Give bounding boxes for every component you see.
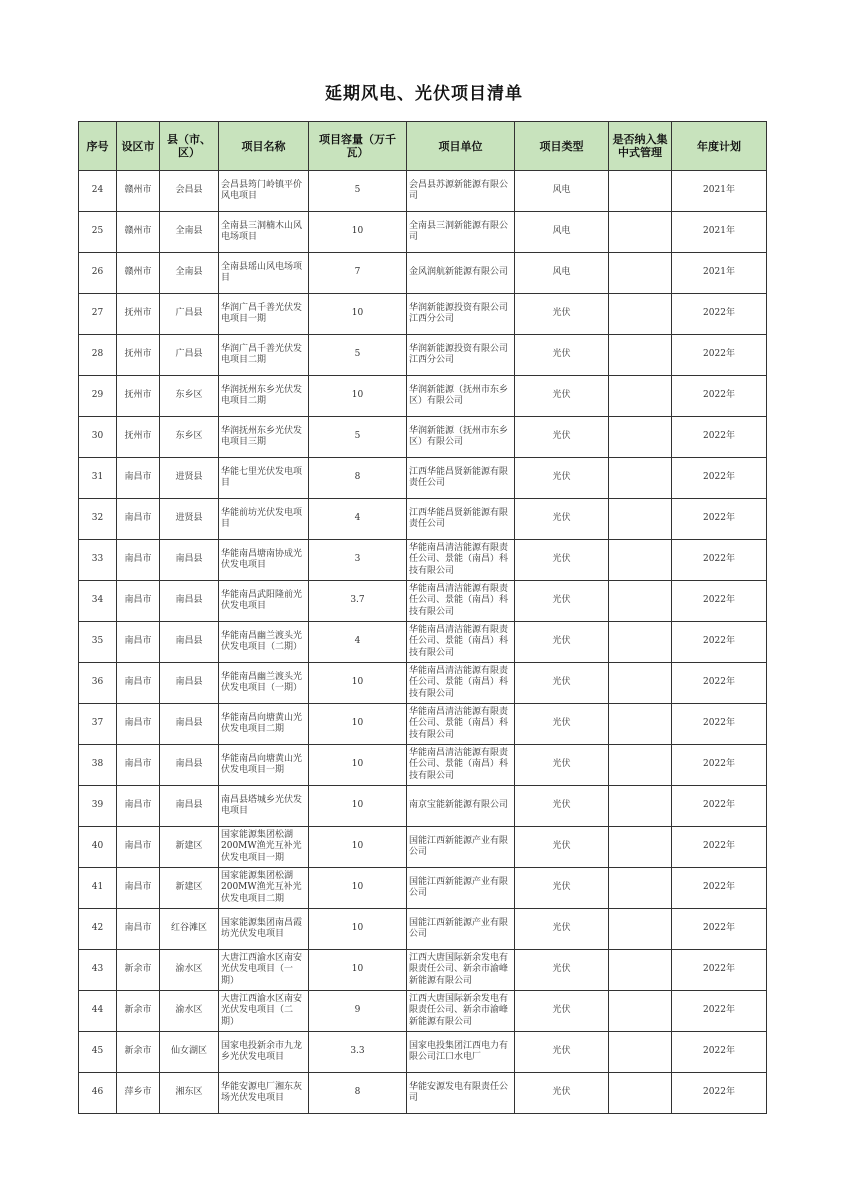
cell-type: 风电 [515,253,609,294]
header-county: 县（市、区） [160,122,219,171]
cell-capacity: 4 [309,499,407,540]
cell-city: 新余市 [117,991,160,1032]
table-row [79,991,767,1032]
cell-capacity: 8 [309,458,407,499]
cell-year-plan: 2021年 [672,253,767,294]
cell-index: 45 [79,1032,117,1073]
cell-capacity: 5 [309,171,407,212]
cell-project-name: 华能南昌向塘黄山光伏发电项目一期 [219,745,309,786]
cell-county: 仙女湖区 [160,1032,219,1073]
cell-type: 光伏 [515,663,609,704]
cell-index: 36 [79,663,117,704]
cell-county: 红谷滩区 [160,909,219,950]
header-project-name: 项目名称 [219,122,309,171]
cell-city: 南昌市 [117,745,160,786]
table-row [79,745,767,786]
cell-capacity: 9 [309,991,407,1032]
cell-year-plan: 2022年 [672,1032,767,1073]
cell-company: 会昌县苏源新能源有限公司 [407,171,515,212]
cell-company: 华润新能源（抚州市东乡区）有限公司 [407,376,515,417]
cell-city: 赣州市 [117,212,160,253]
cell-project-name: 大唐江西渝水区南安光伏发电项目（二期） [219,991,309,1032]
cell-centralized [609,540,672,581]
cell-project-name: 全南县三洞楠木山风电场项目 [219,212,309,253]
cell-index: 37 [79,704,117,745]
cell-project-name: 华能七里光伏发电项目 [219,458,309,499]
table-row [79,663,767,704]
cell-capacity: 10 [309,704,407,745]
cell-centralized [609,991,672,1032]
cell-year-plan: 2022年 [672,294,767,335]
cell-city: 南昌市 [117,663,160,704]
cell-project-name: 华润抚州东乡光伏发电项目二期 [219,376,309,417]
cell-centralized [609,417,672,458]
table-row [79,458,767,499]
cell-county: 南昌县 [160,663,219,704]
cell-county: 南昌县 [160,581,219,622]
cell-type: 光伏 [515,827,609,868]
cell-year-plan: 2022年 [672,827,767,868]
cell-type: 光伏 [515,335,609,376]
cell-company: 江西大唐国际新余发电有限责任公司、新余市渝峰新能源有限公司 [407,950,515,991]
cell-county: 湘东区 [160,1073,219,1114]
cell-company: 南京宝能新能源有限公司 [407,786,515,827]
cell-type: 光伏 [515,868,609,909]
cell-capacity: 10 [309,376,407,417]
cell-centralized [609,622,672,663]
cell-index: 25 [79,212,117,253]
cell-year-plan: 2021年 [672,212,767,253]
table-row [79,171,767,212]
cell-city: 抚州市 [117,376,160,417]
cell-project-name: 华能南昌向塘黄山光伏发电项目二期 [219,704,309,745]
cell-city: 南昌市 [117,868,160,909]
cell-capacity: 10 [309,909,407,950]
cell-year-plan: 2022年 [672,786,767,827]
table-row [79,499,767,540]
cell-type: 光伏 [515,458,609,499]
cell-capacity: 10 [309,745,407,786]
cell-company: 江西大唐国际新余发电有限责任公司、新余市渝峰新能源有限公司 [407,991,515,1032]
header-centralized: 是否纳入集中式管理 [609,122,672,171]
cell-index: 42 [79,909,117,950]
cell-type: 光伏 [515,581,609,622]
cell-capacity: 5 [309,417,407,458]
table-header-row [79,122,767,171]
cell-project-name: 华润广昌千善光伏发电项目二期 [219,335,309,376]
cell-index: 46 [79,1073,117,1114]
cell-county: 南昌县 [160,786,219,827]
cell-centralized [609,171,672,212]
cell-year-plan: 2022年 [672,376,767,417]
cell-company: 国能江西新能源产业有限公司 [407,868,515,909]
cell-capacity: 3 [309,540,407,581]
cell-county: 全南县 [160,212,219,253]
cell-company: 华能南昌清洁能源有限责任公司、景能（南昌）科技有限公司 [407,663,515,704]
page-title: 延期风电、光伏项目清单 [325,84,523,104]
cell-project-name: 大唐江西渝水区南安光伏发电项目（一期） [219,950,309,991]
table-row [79,212,767,253]
cell-county: 渝水区 [160,950,219,991]
table-row [79,868,767,909]
cell-county: 新建区 [160,827,219,868]
cell-county: 进贤县 [160,499,219,540]
cell-index: 29 [79,376,117,417]
table-row [79,1032,767,1073]
cell-company: 华润新能源（抚州市东乡区）有限公司 [407,417,515,458]
cell-index: 30 [79,417,117,458]
cell-centralized [609,499,672,540]
cell-project-name: 华润抚州东乡光伏发电项目三期 [219,417,309,458]
cell-county: 渝水区 [160,991,219,1032]
cell-city: 南昌市 [117,540,160,581]
cell-year-plan: 2022年 [672,1073,767,1114]
cell-year-plan: 2022年 [672,950,767,991]
cell-capacity: 10 [309,827,407,868]
cell-capacity: 7 [309,253,407,294]
cell-project-name: 南昌县塔城乡光伏发电项目 [219,786,309,827]
cell-capacity: 3.7 [309,581,407,622]
cell-type: 光伏 [515,499,609,540]
cell-type: 光伏 [515,950,609,991]
cell-year-plan: 2022年 [672,704,767,745]
cell-centralized [609,868,672,909]
cell-company: 金风润航新能源有限公司 [407,253,515,294]
table-row [79,294,767,335]
cell-type: 光伏 [515,1073,609,1114]
cell-capacity: 3.3 [309,1032,407,1073]
cell-year-plan: 2022年 [672,540,767,581]
header-index: 序号 [79,122,117,171]
cell-type: 光伏 [515,991,609,1032]
cell-company: 国能江西新能源产业有限公司 [407,909,515,950]
cell-type: 光伏 [515,745,609,786]
cell-project-name: 国家能源集团松湖200MW渔光互补光伏发电项目二期 [219,868,309,909]
table-row [79,376,767,417]
cell-centralized [609,663,672,704]
cell-type: 光伏 [515,540,609,581]
cell-county: 南昌县 [160,704,219,745]
cell-company: 国家电投集团江西电力有限公司江口水电厂 [407,1032,515,1073]
cell-year-plan: 2022年 [672,622,767,663]
cell-year-plan: 2022年 [672,581,767,622]
table-row [79,622,767,663]
table-row [79,581,767,622]
cell-type: 风电 [515,171,609,212]
cell-type: 光伏 [515,909,609,950]
cell-centralized [609,704,672,745]
cell-city: 新余市 [117,1032,160,1073]
cell-centralized [609,253,672,294]
cell-company: 华润新能源投资有限公司江西分公司 [407,294,515,335]
cell-type: 光伏 [515,786,609,827]
cell-county: 会昌县 [160,171,219,212]
cell-centralized [609,294,672,335]
cell-year-plan: 2021年 [672,171,767,212]
cell-city: 抚州市 [117,294,160,335]
cell-project-name: 国家电投新余市九龙乡光伏发电项目 [219,1032,309,1073]
cell-centralized [609,786,672,827]
cell-year-plan: 2022年 [672,991,767,1032]
cell-index: 35 [79,622,117,663]
cell-project-name: 华能南昌幽兰渡头光伏发电项目（二期） [219,622,309,663]
cell-company: 江西华能昌贤新能源有限责任公司 [407,458,515,499]
cell-type: 光伏 [515,622,609,663]
cell-project-name: 华能前坊光伏发电项目 [219,499,309,540]
project-table [78,121,767,1114]
cell-capacity: 10 [309,212,407,253]
cell-type: 风电 [515,212,609,253]
cell-index: 26 [79,253,117,294]
cell-capacity: 10 [309,663,407,704]
cell-index: 28 [79,335,117,376]
cell-city: 赣州市 [117,171,160,212]
table-row [79,950,767,991]
cell-company: 全南县三洞新能源有限公司 [407,212,515,253]
cell-type: 光伏 [515,417,609,458]
table-row [79,417,767,458]
cell-centralized [609,950,672,991]
cell-year-plan: 2022年 [672,909,767,950]
cell-index: 32 [79,499,117,540]
cell-project-name: 国家能源集团南昌霞坊光伏发电项目 [219,909,309,950]
header-company: 项目单位 [407,122,515,171]
cell-city: 赣州市 [117,253,160,294]
cell-capacity: 10 [309,786,407,827]
cell-company: 华能南昌清洁能源有限责任公司、景能（南昌）科技有限公司 [407,540,515,581]
cell-city: 萍乡市 [117,1073,160,1114]
cell-city: 抚州市 [117,417,160,458]
cell-capacity: 4 [309,622,407,663]
table-row [79,540,767,581]
cell-company: 华能安源发电有限责任公司 [407,1073,515,1114]
cell-city: 南昌市 [117,786,160,827]
table-row [79,335,767,376]
cell-capacity: 10 [309,868,407,909]
cell-project-name: 华能安源电厂湘东灰场光伏发电项目 [219,1073,309,1114]
cell-index: 31 [79,458,117,499]
cell-county: 进贤县 [160,458,219,499]
cell-centralized [609,909,672,950]
cell-capacity: 5 [309,335,407,376]
cell-index: 33 [79,540,117,581]
table-row [79,1073,767,1114]
cell-type: 光伏 [515,704,609,745]
cell-project-name: 国家能源集团松湖200MW渔光互补光伏发电项目一期 [219,827,309,868]
cell-type: 光伏 [515,294,609,335]
cell-city: 南昌市 [117,827,160,868]
cell-index: 34 [79,581,117,622]
cell-type: 光伏 [515,376,609,417]
cell-index: 41 [79,868,117,909]
cell-company: 华能南昌清洁能源有限责任公司、景能（南昌）科技有限公司 [407,622,515,663]
cell-centralized [609,581,672,622]
cell-county: 东乡区 [160,376,219,417]
cell-county: 南昌县 [160,745,219,786]
cell-county: 广昌县 [160,335,219,376]
cell-index: 43 [79,950,117,991]
cell-index: 44 [79,991,117,1032]
cell-county: 东乡区 [160,417,219,458]
cell-year-plan: 2022年 [672,417,767,458]
cell-centralized [609,458,672,499]
cell-company: 国能江西新能源产业有限公司 [407,827,515,868]
cell-company: 华润新能源投资有限公司江西分公司 [407,335,515,376]
cell-year-plan: 2022年 [672,499,767,540]
cell-capacity: 10 [309,294,407,335]
cell-year-plan: 2022年 [672,663,767,704]
table-row [79,827,767,868]
cell-index: 38 [79,745,117,786]
table-row [79,786,767,827]
cell-centralized [609,1032,672,1073]
cell-year-plan: 2022年 [672,868,767,909]
cell-centralized [609,335,672,376]
cell-company: 华能南昌清洁能源有限责任公司、景能（南昌）科技有限公司 [407,745,515,786]
cell-city: 南昌市 [117,909,160,950]
cell-centralized [609,212,672,253]
cell-city: 南昌市 [117,581,160,622]
cell-county: 南昌县 [160,540,219,581]
cell-company: 华能南昌清洁能源有限责任公司、景能（南昌）科技有限公司 [407,704,515,745]
table-row [79,909,767,950]
cell-centralized [609,745,672,786]
table-row [79,253,767,294]
cell-index: 39 [79,786,117,827]
cell-city: 新余市 [117,950,160,991]
header-type: 项目类型 [515,122,609,171]
cell-county: 全南县 [160,253,219,294]
cell-index: 24 [79,171,117,212]
cell-project-name: 全南县瑶山风电场项目 [219,253,309,294]
cell-county: 南昌县 [160,622,219,663]
cell-project-name: 华能南昌幽兰渡头光伏发电项目（一期） [219,663,309,704]
cell-company: 江西华能昌贤新能源有限责任公司 [407,499,515,540]
header-capacity: 项目容量（万千瓦） [309,122,407,171]
cell-county: 广昌县 [160,294,219,335]
cell-year-plan: 2022年 [672,458,767,499]
cell-centralized [609,827,672,868]
cell-company: 华能南昌清洁能源有限责任公司、景能（南昌）科技有限公司 [407,581,515,622]
cell-project-name: 会昌县筠门岭镇平价风电项目 [219,171,309,212]
cell-city: 南昌市 [117,622,160,663]
cell-index: 27 [79,294,117,335]
cell-capacity: 10 [309,950,407,991]
cell-year-plan: 2022年 [672,335,767,376]
cell-city: 南昌市 [117,499,160,540]
header-year-plan: 年度计划 [672,122,767,171]
cell-centralized [609,376,672,417]
cell-type: 光伏 [515,1032,609,1073]
cell-city: 抚州市 [117,335,160,376]
cell-county: 新建区 [160,868,219,909]
cell-project-name: 华能南昌塘南协成光伏发电项目 [219,540,309,581]
cell-year-plan: 2022年 [672,745,767,786]
cell-project-name: 华能南昌武阳隆前光伏发电项目 [219,581,309,622]
cell-city: 南昌市 [117,704,160,745]
cell-centralized [609,1073,672,1114]
cell-project-name: 华润广昌千善光伏发电项目一期 [219,294,309,335]
cell-city: 南昌市 [117,458,160,499]
header-city: 设区市 [117,122,160,171]
cell-capacity: 8 [309,1073,407,1114]
cell-index: 40 [79,827,117,868]
table-row [79,704,767,745]
